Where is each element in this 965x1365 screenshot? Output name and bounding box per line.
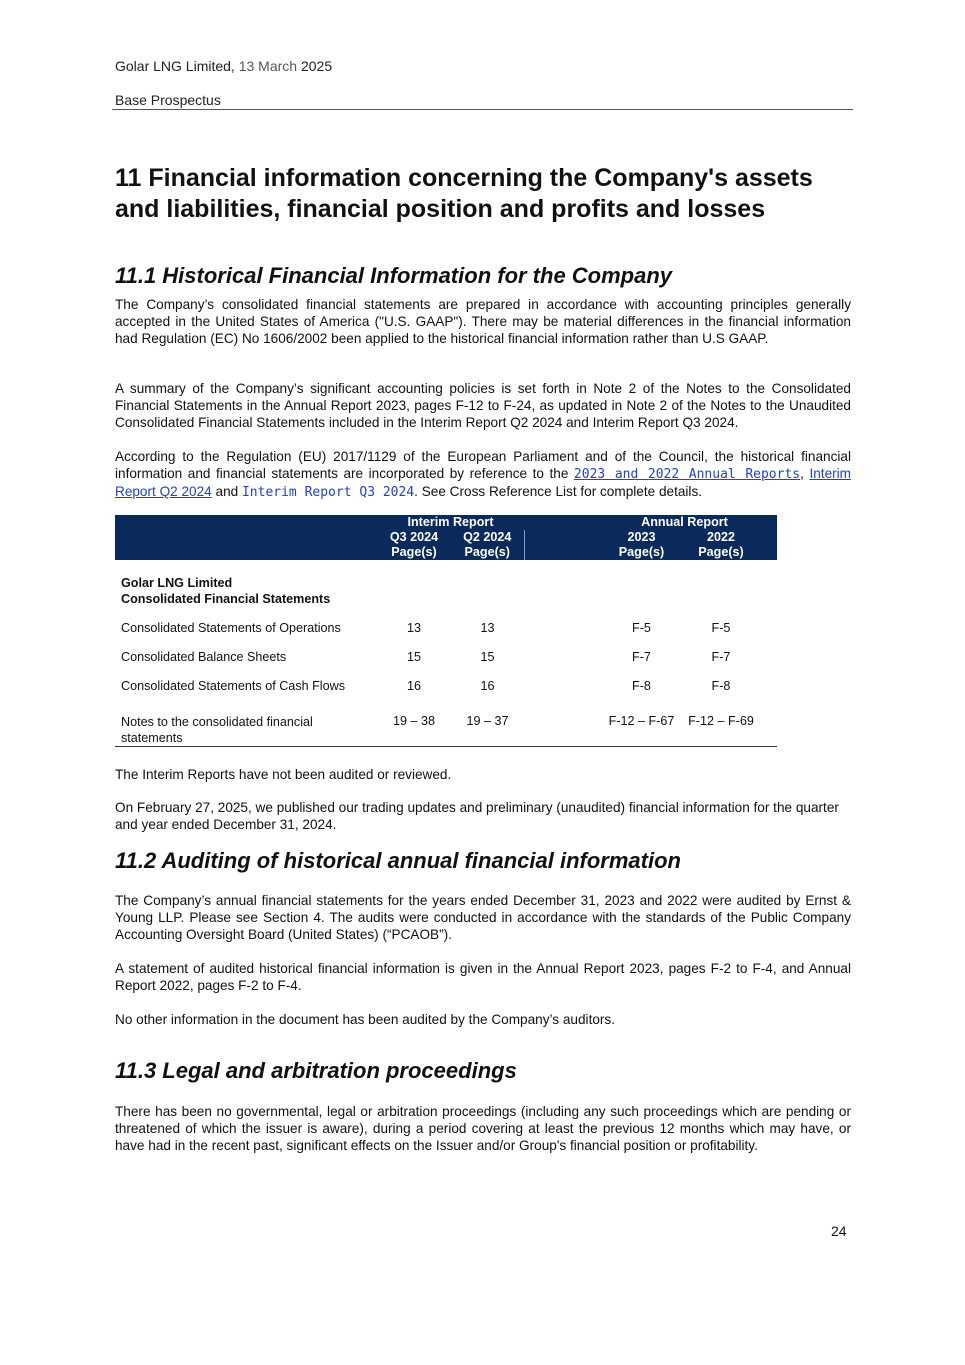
- table-row: [115, 650, 777, 664]
- cell-q3: 15: [406, 650, 421, 664]
- cell-2022: F-8: [711, 679, 731, 693]
- cell-2022: F-12 – F-69: [678, 714, 764, 747]
- paragraph-text: and: [211, 484, 242, 499]
- header-divider: [112, 109, 853, 110]
- table-row-subtitle: [115, 591, 777, 607]
- row-label: Consolidated Balance Sheets: [121, 650, 287, 664]
- running-header-company: [115, 58, 332, 74]
- cell-2023: F-8: [632, 679, 651, 693]
- paragraph-trading-update: On February 27, 2025, we published our trading updates and preliminary (unaudited) financial information for the quarter and year ended December 31, 2024.: [115, 800, 839, 832]
- cell-q2: 19 – 37: [451, 714, 524, 747]
- cell-q3: 16: [406, 679, 421, 693]
- paragraph-text: . See Cross Reference List for complete details.: [414, 484, 703, 499]
- cell-q3: 19 – 38: [377, 714, 451, 747]
- header-pages: Page(s): [451, 545, 524, 560]
- link-annual-reports[interactable]: 2023 and 2022 Annual Reports: [573, 467, 801, 482]
- header-annual-report: Annual Report: [605, 515, 764, 530]
- cross-reference-table: [115, 515, 777, 747]
- cell-2023: F-12 – F-67: [605, 714, 678, 747]
- header-q2-2024: Q2 2024: [451, 530, 524, 545]
- paragraph-text: ,: [800, 466, 804, 481]
- cell-2023: F-7: [632, 650, 651, 664]
- table-header-row: [115, 545, 777, 560]
- paragraph-gaap: The Company’s consolidated financial statements are prepared in accordance with accounting principles generally accepted in the United States of America ("U.S. GAAP"). There may be material differences in the financial information had Regulation (EC) No 1606/2002 been applied to the historical financial information rather than U.S GAAP.: [115, 297, 851, 346]
- link-interim-report-q3[interactable]: Interim Report Q3 2024: [241, 485, 415, 500]
- table-row: [115, 621, 777, 635]
- header-2023: 2023: [605, 530, 678, 545]
- statements-subtitle: Consolidated Financial Statements: [121, 592, 331, 606]
- section-11-title: 11 Financial information concerning the Company's assets and liabilities, financial position and profits and losses: [115, 164, 813, 223]
- running-header-doctype: Base Prospectus: [115, 92, 221, 108]
- paragraph-audit-statement: A statement of audited historical financial information is given in the Annual Report 2023, pages F-2 to F-4, and Annual Report 2022, pages F-2 to F-4.: [115, 961, 851, 993]
- header-company-name: Golar LNG Limited,: [115, 58, 235, 74]
- cell-2023: F-5: [632, 621, 651, 635]
- table-row: [115, 679, 777, 693]
- paragraph-interim-not-audited: The Interim Reports have not been audited or reviewed.: [115, 767, 452, 782]
- cell-q2: 16: [480, 679, 495, 693]
- header-pages: Page(s): [605, 545, 678, 560]
- paragraph-no-other-audit: No other information in the document has been audited by the Company’s auditors.: [115, 1012, 616, 1027]
- header-date: 13 March: [238, 58, 298, 74]
- row-label: Consolidated Statements of Cash Flows: [121, 679, 346, 693]
- section-11-1-title: 11.1 Historical Financial Information for the Company: [115, 263, 673, 288]
- paragraph-accounting-policies: A summary of the Company’s significant accounting policies is set forth in Note 2 of the Notes to the Consolidated Financial Statements in the Annual Report 2023, pages F-12 to F-24, as updated in Note 2 of the Notes to the Unaudited Consolidated Financial Statements included in the Interim Report Q2 2024 and Interim Report Q3 2024.: [115, 381, 851, 430]
- paragraph-audit: The Company’s annual financial statements for the years ended December 31, 2023 and 2022 were audited by Ernst & Young LLP. Please see Section 4. The audits were conducted in accordance with the standards of the Public Company Accounting Oversight Board (United States) (“PCAOB”).: [115, 893, 851, 942]
- cell-q2: 13: [480, 621, 495, 635]
- section-11-3-title: 11.3 Legal and arbitration proceedings: [115, 1058, 517, 1083]
- section-11-2-title: 11.2 Auditing of historical annual financial information: [115, 848, 681, 873]
- table-row-company: [115, 575, 777, 591]
- row-label: Consolidated Statements of Operations: [121, 621, 341, 635]
- paragraph-incorporation-by-reference: [115, 448, 851, 501]
- table-header-row: [115, 530, 777, 545]
- header-2022: 2022: [678, 530, 764, 545]
- cell-2022: F-7: [711, 650, 731, 664]
- header-q3-2024: Q3 2024: [377, 530, 451, 545]
- company-name: Golar LNG Limited: [121, 576, 233, 590]
- page-number: 24: [831, 1223, 847, 1239]
- header-pages: Page(s): [678, 545, 764, 560]
- paragraph-text: According to the Regulation (EU) 2017/1129 of the European Parliament and of the Council, the historical financial information and financial statements are incorporated by reference to the: [115, 449, 851, 481]
- header-year: 2025: [300, 58, 333, 74]
- cell-q2: 15: [480, 650, 495, 664]
- cell-2022: F-5: [711, 621, 731, 635]
- row-label: Notes to the consolidated financial statements: [115, 714, 377, 747]
- cell-q3: 13: [406, 621, 421, 635]
- table-row: [115, 714, 777, 747]
- link-interim-report-q2[interactable]: Interim Report Q2 2024: [115, 466, 851, 499]
- paragraph-legal-proceedings: There has been no governmental, legal or arbitration proceedings (including any such proceedings which are pending or threatened of which the issuer is aware), during a period covering at least the previous 12 months which may have, or have had in the recent past, significant effects on the Issuer and/or Group's financial position or profitability.: [115, 1104, 851, 1153]
- header-interim-report: Interim Report: [377, 515, 524, 530]
- table-header-row: [115, 515, 777, 530]
- header-pages: Page(s): [377, 545, 451, 560]
